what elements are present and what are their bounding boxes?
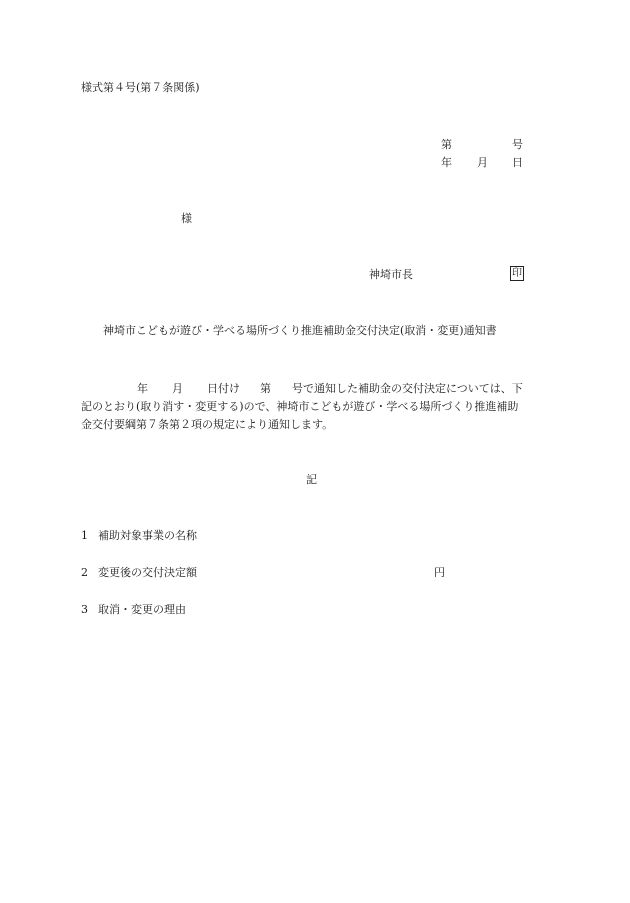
ki-heading: 記 bbox=[306, 473, 317, 486]
item-number: 3 bbox=[81, 603, 88, 616]
body-month: 月 bbox=[172, 382, 183, 395]
item-number: 2 bbox=[81, 566, 88, 579]
body-year: 年 bbox=[137, 382, 148, 395]
date-year: 年 bbox=[441, 156, 452, 169]
item-number: 1 bbox=[81, 529, 88, 542]
addressee-suffix: 様 bbox=[181, 212, 192, 225]
seal-stamp: 印 bbox=[512, 268, 522, 279]
item-label: 変更後の交付決定額 bbox=[98, 566, 197, 579]
body-line-2: 記のとおり(取り消す・変更する)ので、神埼市こどもが遊び・学べる場所づくり推進補助 bbox=[81, 400, 519, 413]
item-label: 取消・変更の理由 bbox=[98, 603, 186, 616]
list-item bbox=[81, 529, 197, 543]
item-label: 補助対象事業の名称 bbox=[98, 529, 197, 542]
body-dated: 日付け bbox=[207, 382, 240, 395]
doc-number-go: 号 bbox=[512, 138, 523, 151]
date-day: 日 bbox=[512, 156, 523, 169]
body-line-1-rest: 号で通知した補助金の交付決定については、下 bbox=[292, 382, 523, 395]
list-item bbox=[81, 566, 197, 580]
body-dai: 第 bbox=[260, 382, 271, 395]
form-label: 様式第４号(第７条関係) bbox=[81, 81, 200, 94]
date-month: 月 bbox=[477, 156, 488, 169]
body-line-1 bbox=[81, 380, 551, 398]
body-line-3: 金交付要綱第７条第２項の規定により通知します。 bbox=[81, 418, 334, 431]
list-item bbox=[81, 603, 186, 617]
doc-number-dai: 第 bbox=[441, 138, 452, 151]
body-text bbox=[81, 380, 551, 434]
amount-unit: 円 bbox=[434, 566, 445, 579]
sender-name: 神埼市長 bbox=[369, 268, 413, 281]
document-title: 神埼市こどもが遊び・学べる場所づくり推進補助金交付決定(取消・変更)通知書 bbox=[103, 324, 497, 337]
